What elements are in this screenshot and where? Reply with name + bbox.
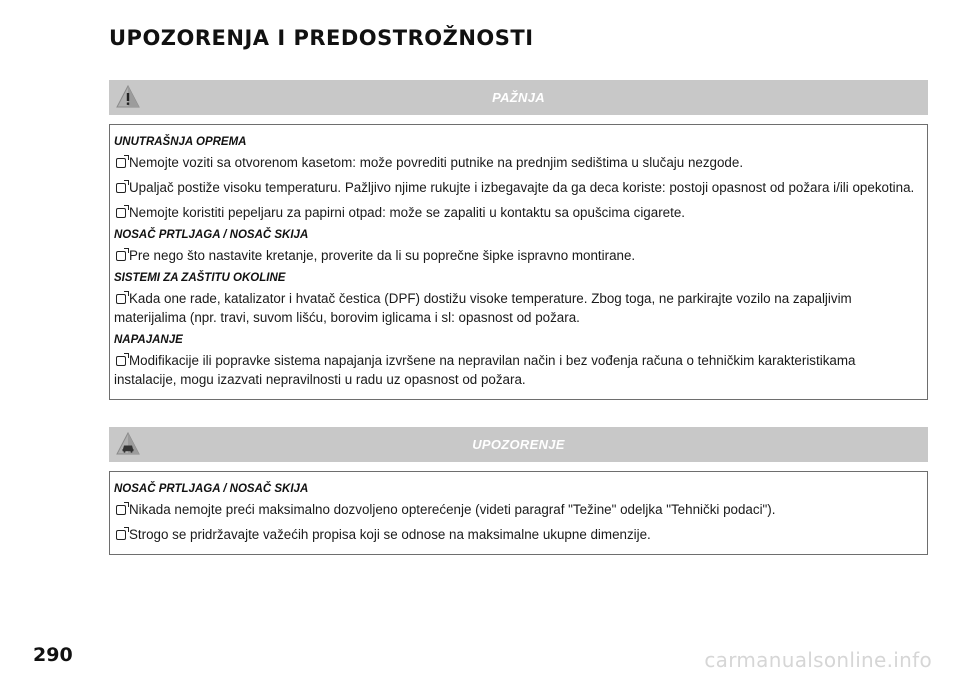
attention-header-label: PAŽNJA [492, 90, 545, 105]
attention-box [109, 80, 928, 400]
bullet-icon [116, 356, 126, 366]
bullet-icon [116, 208, 126, 218]
bullet-icon [116, 294, 126, 304]
list-item [114, 289, 917, 327]
item-text: Strogo se pridržavajte važećih propisa koji se odnose na maksimalne ukupne dimenzije. [129, 527, 651, 542]
car-warning-triangle-icon [115, 431, 141, 457]
section-title: NAPAJANJE [114, 334, 183, 346]
bullet-icon [116, 505, 126, 515]
list-item [114, 351, 917, 389]
watermark: carmanualsonline.info [704, 648, 932, 672]
section-title: NOSAČ PRTLJAGA / NOSAČ SKIJA [114, 483, 309, 495]
page-number: 290 [33, 644, 73, 666]
list-item [114, 153, 917, 172]
attention-box-body [109, 124, 928, 400]
bullet-icon [116, 158, 126, 168]
bullet-icon [116, 183, 126, 193]
item-text: Nemojte voziti sa otvorenom kasetom: može povrediti putnike na prednjim sedištima u slučaju nezgode. [129, 155, 744, 170]
warning-triangle-icon [115, 84, 141, 110]
list-item [114, 525, 917, 544]
section-title: UNUTRAŠNJA OPREMA [114, 136, 247, 148]
list-item [114, 246, 917, 265]
item-text: Pre nego što nastavite kretanje, proverite da li su poprečne šipke ispravno montirane. [129, 248, 636, 263]
item-text: Kada one rade, katalizator i hvatač čestica (DPF) dostižu visoke temperature. Zbog toga, ne parkirajte vozilo na zapaljivim materijalima (npr. travi, suvom lišću, borovim iglicama i sl: opasnost od požara. [114, 291, 852, 325]
section-title: SISTEMI ZA ZAŠTITU OKOLINE [114, 272, 286, 284]
item-text: Nemojte koristiti pepeljaru za papirni otpad: može se zapaliti u kontaktu sa opušcima cigarete. [129, 205, 685, 220]
warning-box-header [109, 427, 928, 462]
page-title: UPOZORENJA I PREDOSTROŽNOSTI [109, 26, 534, 50]
list-item [114, 203, 917, 222]
warning-header-label: UPOZORENJE [472, 437, 565, 452]
item-text: Modifikacije ili popravke sistema napajanja izvršene na nepravilan način i bez vođenja računa o tehničkim karakteristikama instalacije, mogu izazvati nepravilnosti u radu uz opasnost od požara. [114, 353, 856, 387]
list-item [114, 500, 917, 519]
section-title: NOSAČ PRTLJAGA / NOSAČ SKIJA [114, 229, 309, 241]
warning-box [109, 427, 928, 555]
warning-box-body [109, 471, 928, 555]
item-text: Upaljač postiže visoku temperaturu. Pažljivo njime rukujte i izbegavajte da ga deca koriste: postoji opasnost od požara i/ili opekotina. [129, 180, 915, 195]
list-item [114, 178, 917, 197]
item-text: Nikada nemojte preći maksimalno dozvoljeno opterećenje (videti paragraf "Težine" odeljka "Tehnički podaci"). [129, 502, 776, 517]
attention-box-header [109, 80, 928, 115]
bullet-icon [116, 251, 126, 261]
bullet-icon [116, 530, 126, 540]
